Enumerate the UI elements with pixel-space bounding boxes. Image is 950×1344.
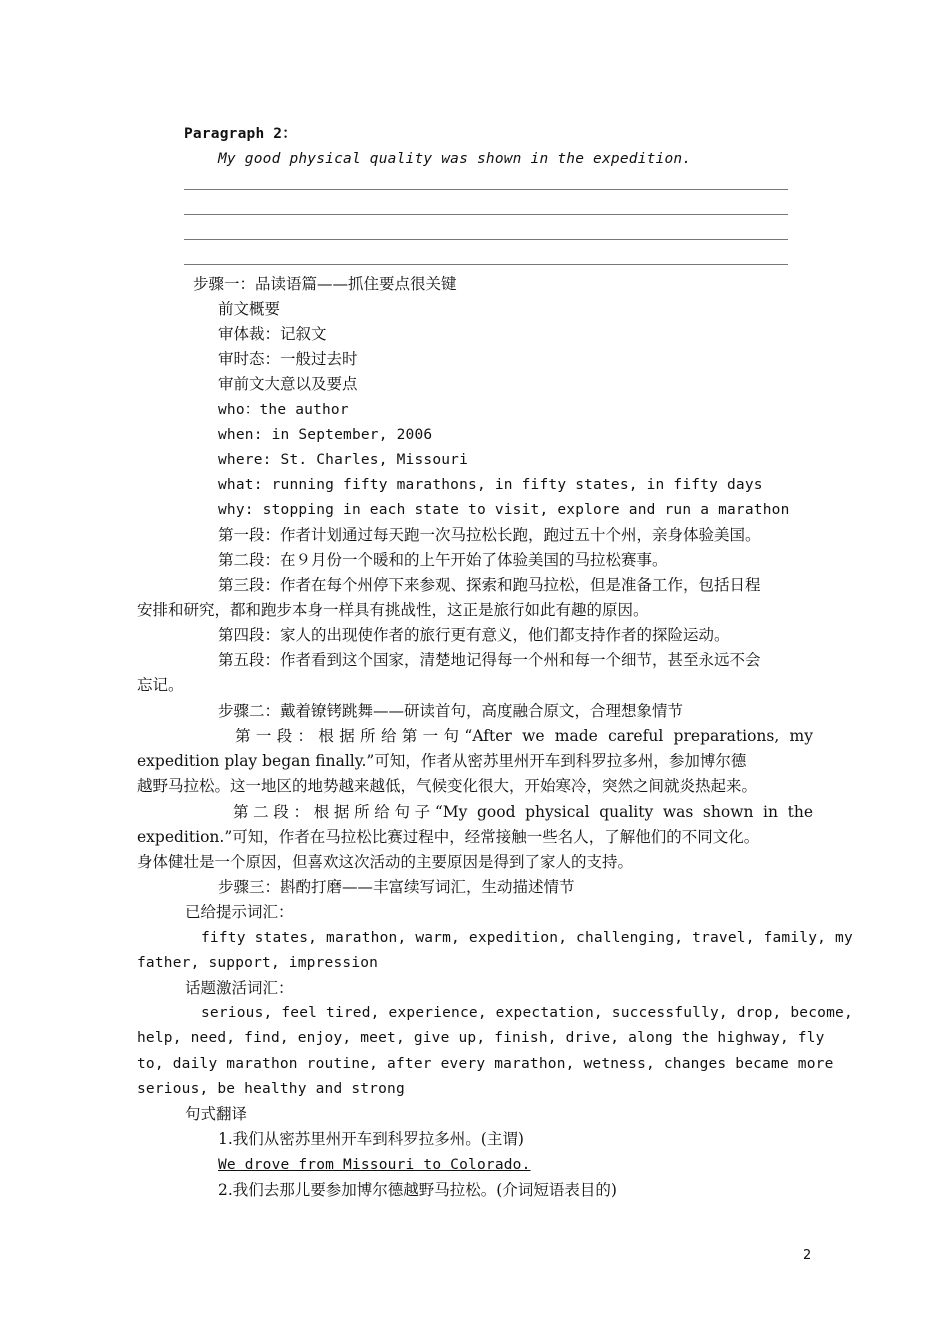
step1-tense: 审时态：一般过去时 xyxy=(218,350,358,368)
step2-heading: 步骤二：戴着镣铐跳舞——研读首句，高度融合原文，合理想象情节 xyxy=(218,702,684,720)
step1-paragraph-3-line-2: 安排和研究，都和跑步本身一样具有挑战性，这正是旅行如此有趣的原因。 xyxy=(137,601,649,619)
step1-where: where: St. Charles, Missouri xyxy=(218,452,469,468)
step2-para-2-line-3: 身体健壮是一个原因，但喜欢这次活动的主要原因是得到了家人的支持。 xyxy=(137,853,634,871)
translation-1-answer: We drove from Missouri to Colorado. xyxy=(218,1157,531,1173)
step1-paragraph-2: 第二段：在９月份一个暖和的上午开始了体验美国的马拉松赛事。 xyxy=(218,551,668,569)
sentence-translation-title: 句式翻译 xyxy=(185,1105,248,1123)
step1-paragraph-5-line-1: 第五段：作者看到这个国家，清楚地记得每一个州和每一个细节，甚至永远不会 xyxy=(218,651,761,669)
step1-what: what: running fifty marathons, in fifty states, in fifty days xyxy=(218,477,763,493)
paragraph-2-prompt: My good physical quality was shown in the expedition. xyxy=(218,151,692,167)
step2-para-2-line-2: expedition.”可知，作者在马拉松比赛过程中，经常接触一些名人，了解他们的不同文化。 xyxy=(137,828,760,846)
answer-line xyxy=(184,264,788,265)
step1-paragraph-1: 第一段：作者计划通过每天跑一次马拉松长跑，跑过五十个州，亲身体验美国。 xyxy=(218,526,761,544)
topic-words-line-1: serious, feel tired, experience, expectation, successfully, drop, become, xyxy=(201,1005,853,1021)
step1-paragraph-5-line-2: 忘记。 xyxy=(137,676,184,694)
page-number: 2 xyxy=(803,1248,812,1263)
step1-summary-title: 前文概要 xyxy=(218,300,281,318)
step3-heading: 步骤三：斟酌打磨——丰富续写词汇，生动描述情节 xyxy=(218,878,575,896)
topic-words-line-2: help, need, find, enjoy, meet, give up, finish, drive, along the highway, fly xyxy=(137,1030,825,1046)
step2-para-2-line-1: 第二段：根据所给句子“My good physical quality was shown in the xyxy=(233,803,813,821)
step1-why: why: stopping in each state to visit, explore and run a marathon xyxy=(218,502,790,518)
step1-gist-title: 审前文大意以及要点 xyxy=(218,375,358,393)
step1-paragraph-3-line-1: 第三段：作者在每个州停下来参观、探索和跑马拉松，但是准备工作，包括日程 xyxy=(218,576,761,594)
paragraph-2-label: Paragraph 2： xyxy=(184,126,297,142)
given-words-line-2: father, support, impression xyxy=(137,955,379,971)
topic-words-line-3: to, daily marathon routine, after every marathon, wetness, changes became more xyxy=(137,1056,834,1072)
step1-genre: 审体裁：记叙文 xyxy=(218,325,327,343)
step1-who: who：the author xyxy=(218,402,349,418)
step2-para-1-line-3: 越野马拉松。这一地区的地势越来越低，气候变化很大，开始寒冷，突然之间就炎热起来。 xyxy=(137,777,758,795)
topic-words-title: 话题激活词汇： xyxy=(185,979,294,997)
given-words-title: 已给提示词汇： xyxy=(185,903,294,921)
given-words-line-1: fifty states, marathon, warm, expedition, challenging, travel, family, my xyxy=(201,930,853,946)
step2-para-1-line-1: 第一段：根据所给第一句“After we made careful preparations, my xyxy=(235,727,813,745)
step1-heading: 步骤一：品读语篇——抓住要点很关键 xyxy=(193,275,457,293)
answer-line xyxy=(184,189,788,190)
step1-paragraph-4: 第四段：家人的出现使作者的旅行更有意义，他们都支持作者的探险运动。 xyxy=(218,626,730,644)
translation-1-chinese: 1.我们从密苏里州开车到科罗拉多州。(主谓) xyxy=(218,1130,524,1148)
answer-line xyxy=(184,239,788,240)
answer-line xyxy=(184,214,788,215)
translation-2-chinese: 2.我们去那儿要参加博尔德越野马拉松。(介词短语表目的) xyxy=(218,1181,617,1199)
topic-words-line-4: serious, be healthy and strong xyxy=(137,1081,405,1097)
step1-when: when: in September, 2006 xyxy=(218,427,433,443)
step2-para-1-line-2: expedition play began finally.”可知，作者从密苏里州开车到科罗拉多州，参加博尔德 xyxy=(137,752,747,770)
